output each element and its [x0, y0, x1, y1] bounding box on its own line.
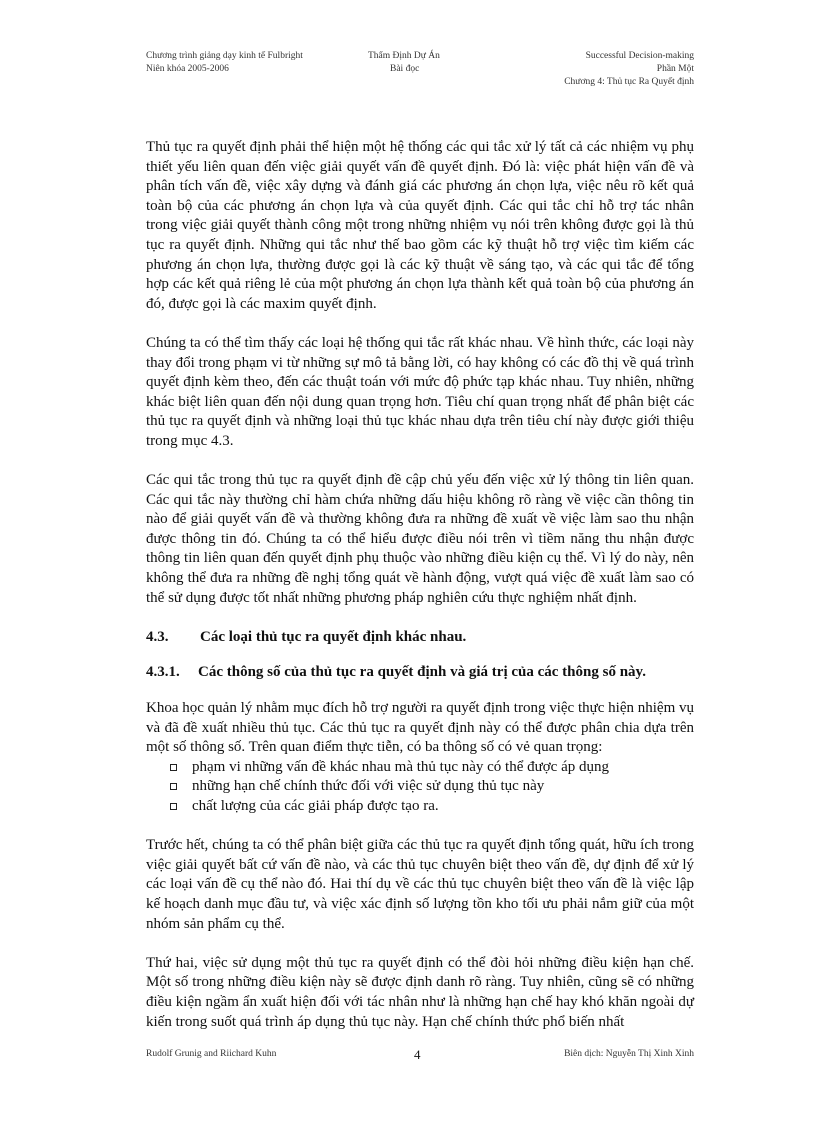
list-item: [170, 777, 694, 797]
subsection-title: Các thông số của thủ tục ra quyết định và giá trị của các thông số này.: [198, 664, 646, 681]
header-book-title: Successful Decision-making: [585, 51, 694, 61]
section-title: Các loại thủ tục ra quyết định khác nhau.: [200, 628, 467, 645]
page-number: 4: [414, 1047, 421, 1062]
subsection-number: 4.3.1.: [146, 664, 180, 681]
footer-translator: Biên dịch: Nguyễn Thị Xinh Xinh: [564, 1049, 694, 1059]
paragraph: Thứ hai, việc sử dụng một thủ tục ra quyết định có thể đòi hỏi những điều kiện hạn chế. Một số trong những điều kiện này sẽ được định danh rõ ràng. Tuy nhiên, cũng sẽ có những điều kiện ngầm ẩn xuất hiện đối với tác nhân như là những hạn chế hay khó khăn ngoài dự kiến trong suốt quá trình áp dụng thủ tục này. Hạn chế chính thức phổ biến nhất: [146, 954, 694, 1030]
footer-authors: Rudolf Grunig and Riichard Kuhn: [146, 1049, 277, 1059]
square-bullet-icon: [170, 783, 177, 790]
paragraph: Các qui tắc trong thủ tục ra quyết định đề cập chủ yếu đến việc xử lý thông tin liên quan. Các qui tắc này thường chỉ hàm chứa những dấu hiệu không rõ ràng về việc cần thông tin nào để giải quyết vấn đề và thường không đưa ra những đề xuất về việc làm sao thu nhận được thông tin đó. Chúng ta có thể hiểu được điều nói trên vì tiềm năng thu nhận được thông tin liên quan đến quyết định phụ thuộc vào những điều kiện cụ thể. Vì lý do này, nên không thể đưa ra những đề nghị tổng quát về hành động, vượt quá việc đề xuất làm sao có thể sử dụng được tốt nhất những phương pháp nghiên cứu thực nghiệm nhất định.: [146, 472, 694, 606]
list-item-text: chất lượng của các giải pháp được tạo ra.: [192, 798, 439, 814]
page-footer: [146, 1049, 694, 1065]
header-right: [564, 50, 694, 89]
square-bullet-icon: [170, 764, 177, 771]
list-item-text: phạm vi những vấn đề khác nhau mà thủ tục này có thể được áp dụng: [192, 758, 609, 775]
section-number: 4.3.: [146, 628, 169, 645]
paragraph: Thủ tục ra quyết định phải thể hiện một hệ thống các qui tắc xử lý tất cả các nhiệm vụ phụ thiết yếu liên quan đến việc giải quyết vấn đề quyết định. Đó là: việc phát hiện vấn đề và phân tích vấn đề, việc xây dựng và đánh giá các phương án chọn lựa, việc nêu rõ kết quả toàn bộ của các phương án chọn lựa và của quyết định. Các qui tắc chỉ hỗ trợ tác nhân trong việc giải quyết thành công một trong những nhiệm vụ nói trên không được gọi là thủ tục ra quyết định. Những qui tắc như thế bao gồm các kỹ thuật hỗ trợ việc tìm kiếm các phương án chọn lựa, thường được gọi là các kỹ thuật về sáng tạo, và các qui tắc để tổng hợp các kết quả riêng lẻ của một phương án chọn lựa thành kết quả toàn bộ của phương án đó, được gọi là các maxim quyết định.: [146, 139, 694, 312]
header-academic-year: Niên khóa 2005-2006: [146, 64, 229, 74]
header-course: Thẩm Định Dự Án: [368, 51, 440, 61]
header-center: [368, 50, 458, 76]
square-bullet-icon: [170, 803, 177, 810]
header-reading: Bài đọc: [390, 64, 420, 74]
header-program: Chương trình giảng dạy kinh tế Fulbright: [146, 51, 303, 61]
section-heading-4-3: [146, 628, 694, 648]
paragraph: Chúng ta có thể tìm thấy các loại hệ thống qui tắc rất khác nhau. Về hình thức, các loại này thay đổi trong phạm vi từ những sự mô tả bằng lời, có hay không có các đồ thị về quá trình quyết định kèm theo, đến các thuật toán với mức độ phức tạp khác nhau. Tuy nhiên, những khác biệt liên quan đến nội dung quan trọng hơn. Tiêu chí quan trọng nhất để phân biệt các thủ tục ra quyết định và những loại thủ tục khác nhau dựa trên tiêu chí này được giới thiệu trong mục 4.3.: [146, 334, 694, 449]
list-item: [170, 797, 694, 817]
header-part: Phần Một: [656, 64, 694, 74]
header-chapter: Chương 4: Thủ tục Ra Quyết định: [564, 77, 694, 87]
page-header: [146, 50, 694, 92]
paragraph: Trước hết, chúng ta có thể phân biệt giữa các thủ tục ra quyết định tổng quát, hữu ích trong việc giải quyết bất cứ vấn đề nào, và các thủ tục chuyên biệt theo vấn đề, dự định để xử lý các loại vấn đề cụ thể nào đó. Hai thí dụ về các thủ tục chuyên biệt theo vấn đề là việc lập kế hoạch danh mục đầu tư, và việc xác định số lượng tồn kho tối ưu phải nắm giữ của một nhóm sản phẩm cụ thể.: [146, 837, 694, 932]
paragraph: Khoa học quản lý nhằm mục đích hỗ trợ người ra quyết định trong việc thực hiện nhiệm vụ và đã đề xuất nhiều thủ tục. Các thủ tục ra quyết định này có thể được phân chia dựa trên một số thông số. Trên quan điểm thực tiễn, có ba thông số có vẻ quan trọng:: [146, 700, 694, 756]
header-left: [146, 50, 303, 76]
parameter-list: [146, 758, 694, 817]
list-item: [170, 758, 694, 778]
document-body: [146, 138, 694, 1052]
list-item-text: những hạn chế chính thức đối với việc sử dụng thủ tục này: [192, 778, 545, 795]
subsection-heading-4-3-1: [146, 663, 694, 683]
